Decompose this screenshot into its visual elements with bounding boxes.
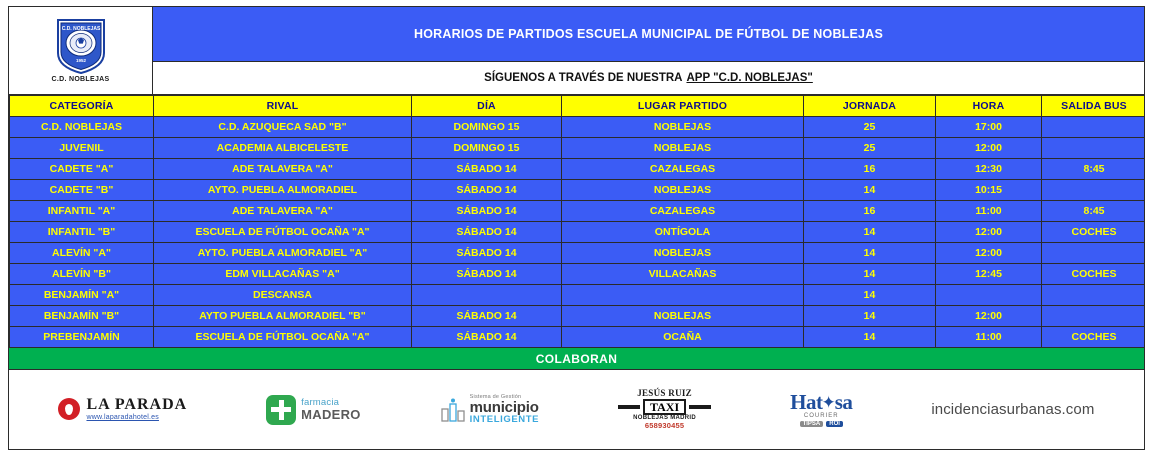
table-row xyxy=(10,264,1146,285)
cell-dia: SÁBADO 14 xyxy=(412,180,562,201)
club-logo-cell xyxy=(9,7,153,94)
club-logo-caption: C.D. NOBLEJAS xyxy=(51,76,110,83)
cell-categoria: C.D. NOBLEJAS xyxy=(10,117,154,138)
cell-hora: 17:00 xyxy=(936,117,1042,138)
cell-lugar: OCAÑA xyxy=(562,327,804,348)
cell-bus: 8:45 xyxy=(1042,159,1146,180)
cell-hora: 12:45 xyxy=(936,264,1042,285)
table-row xyxy=(10,117,1146,138)
cell-bus xyxy=(1042,180,1146,201)
cell-dia: SÁBADO 14 xyxy=(412,327,562,348)
sponsor-hatysa[interactable] xyxy=(790,392,852,427)
cell-categoria: INFANTIL "A" xyxy=(10,201,154,222)
taxi-bar-right-icon xyxy=(689,405,711,409)
table-row xyxy=(10,201,1146,222)
club-crest-icon xyxy=(54,17,108,75)
cell-categoria: ALEVÍN "B" xyxy=(10,264,154,285)
colaboran-banner: COLABORAN xyxy=(9,348,1144,370)
col-header-hora: HORA xyxy=(936,96,1042,117)
cell-bus: COCHES xyxy=(1042,327,1146,348)
cell-jornada: 14 xyxy=(804,285,936,306)
cell-hora: 11:00 xyxy=(936,201,1042,222)
municipio-pre-text: Sistema de Gestión xyxy=(469,393,522,400)
cell-jornada: 14 xyxy=(804,243,936,264)
farmacia-madero-top: farmacia xyxy=(301,397,340,409)
sponsor-municipio-inteligente[interactable] xyxy=(440,395,539,425)
municipio-main-text: municipio xyxy=(469,399,539,416)
cell-lugar: NOBLEJAS xyxy=(562,243,804,264)
cell-lugar: CAZALEGAS xyxy=(562,159,804,180)
cell-hora: 12:30 xyxy=(936,159,1042,180)
poster-frame xyxy=(8,6,1145,450)
cell-dia: SÁBADO 14 xyxy=(412,243,562,264)
cell-hora: 12:00 xyxy=(936,306,1042,327)
hatysa-star-icon: ✦ xyxy=(821,393,836,412)
cell-rival: ADE TALAVERA "A" xyxy=(154,159,412,180)
cell-dia: SÁBADO 14 xyxy=(412,159,562,180)
poster-title: HORARIOS DE PARTIDOS ESCUELA MUNICIPAL DE FÚTBOL DE NOBLEJAS xyxy=(153,7,1144,62)
header-band xyxy=(9,7,1144,95)
cell-categoria: BENJAMÍN "A" xyxy=(10,285,154,306)
sponsor-la-parada[interactable] xyxy=(58,397,187,421)
farmacia-madero-bottom: MADERO xyxy=(301,406,361,422)
la-parada-name: LA PARADA xyxy=(86,396,188,414)
col-header-lugar: LUGAR PARTIDO xyxy=(562,96,804,117)
table-row xyxy=(10,327,1146,348)
table-row xyxy=(10,138,1146,159)
cell-jornada: 14 xyxy=(804,180,936,201)
cell-dia: SÁBADO 14 xyxy=(412,306,562,327)
cell-lugar: NOBLEJAS xyxy=(562,138,804,159)
col-header-salida-bus: SALIDA BUS xyxy=(1042,96,1146,117)
table-row xyxy=(10,243,1146,264)
cell-bus: 8:45 xyxy=(1042,201,1146,222)
cell-jornada: 14 xyxy=(804,264,936,285)
table-row xyxy=(10,222,1146,243)
hatysa-tag-tipsa: TIPSA xyxy=(800,421,824,427)
cell-hora: 11:00 xyxy=(936,327,1042,348)
cell-jornada: 16 xyxy=(804,201,936,222)
svg-text:C.D. NOBLEJAS: C.D. NOBLEJAS xyxy=(61,26,100,32)
taxi-word: TAXI xyxy=(643,399,686,416)
cell-bus xyxy=(1042,243,1146,264)
taxi-owner-name: JESÚS RUIZ xyxy=(637,388,692,399)
cell-rival: ACADEMIA ALBICELESTE xyxy=(154,138,412,159)
cell-dia: SÁBADO 14 xyxy=(412,222,562,243)
la-parada-url[interactable]: www.laparadahotel.es xyxy=(86,414,159,422)
table-header-row xyxy=(10,96,1146,117)
cell-dia: DOMINGO 15 xyxy=(412,138,562,159)
incidencias-urbanas-text: incidenciasurbanas.com xyxy=(931,401,1095,418)
cell-hora: 10:15 xyxy=(936,180,1042,201)
cell-hora: 12:00 xyxy=(936,243,1042,264)
cell-jornada: 25 xyxy=(804,117,936,138)
header-right xyxy=(153,7,1144,94)
cell-dia: SÁBADO 14 xyxy=(412,264,562,285)
svg-text:1952: 1952 xyxy=(75,58,86,63)
sponsor-taxi-jesus-ruiz[interactable] xyxy=(618,389,711,429)
col-header-categoria: CATEGORÍA xyxy=(10,96,154,117)
cell-lugar: NOBLEJAS xyxy=(562,306,804,327)
cell-bus xyxy=(1042,306,1146,327)
taxi-phone: 658930455 xyxy=(644,420,685,430)
cell-jornada: 14 xyxy=(804,327,936,348)
la-parada-drop-icon xyxy=(58,398,80,420)
sponsors-row xyxy=(9,370,1144,449)
cell-categoria: ALEVÍN "A" xyxy=(10,243,154,264)
cell-rival: ADE TALAVERA "A" xyxy=(154,201,412,222)
cell-bus: COCHES xyxy=(1042,264,1146,285)
cell-rival: C.D. AZUQUECA SAD "B" xyxy=(154,117,412,138)
sponsor-incidencias-urbanas[interactable] xyxy=(931,401,1094,418)
cell-jornada: 16 xyxy=(804,159,936,180)
col-header-jornada: JORNADA xyxy=(804,96,936,117)
follow-us-text: SÍGUENOS A TRAVÉS DE NUESTRA xyxy=(484,72,683,84)
schedule-table xyxy=(9,95,1145,348)
table-row xyxy=(10,159,1146,180)
cell-lugar: CAZALEGAS xyxy=(562,201,804,222)
sponsor-farmacia-madero[interactable] xyxy=(266,395,361,425)
cell-hora xyxy=(936,285,1042,306)
pharmacy-cross-icon xyxy=(266,395,296,425)
cell-lugar: NOBLEJAS xyxy=(562,180,804,201)
cell-rival: ESCUELA DE FÚTBOL OCAÑA "A" xyxy=(154,327,412,348)
app-link[interactable]: APP "C.D. NOBLEJAS" xyxy=(686,72,813,84)
col-header-rival: RIVAL xyxy=(154,96,412,117)
cell-jornada: 14 xyxy=(804,222,936,243)
table-row xyxy=(10,306,1146,327)
cell-bus xyxy=(1042,285,1146,306)
cell-bus xyxy=(1042,117,1146,138)
follow-us-bar xyxy=(153,62,1144,94)
taxi-location: NOBLEJAS MADRID xyxy=(633,415,697,422)
cell-rival: EDM VILLACAÑAS "A" xyxy=(154,264,412,285)
cell-categoria: INFANTIL "B" xyxy=(10,222,154,243)
cell-rival: DESCANSA xyxy=(154,285,412,306)
cell-categoria: PREBENJAMÍN xyxy=(10,327,154,348)
cell-lugar: VILLACAÑAS xyxy=(562,264,804,285)
cell-jornada: 25 xyxy=(804,138,936,159)
cell-rival: AYTO. PUEBLA ALMORADIEL xyxy=(154,180,412,201)
city-buildings-icon xyxy=(440,397,466,423)
table-row xyxy=(10,180,1146,201)
hatysa-tag-roi: ROI xyxy=(826,421,843,427)
cell-categoria: JUVENIL xyxy=(10,138,154,159)
col-header-dia: DÍA xyxy=(412,96,562,117)
cell-lugar xyxy=(562,285,804,306)
taxi-bar-left-icon xyxy=(618,405,640,409)
cell-rival: ESCUELA DE FÚTBOL OCAÑA "A" xyxy=(154,222,412,243)
cell-categoria: BENJAMÍN "B" xyxy=(10,306,154,327)
cell-bus: COCHES xyxy=(1042,222,1146,243)
cell-categoria: CADETE "A" xyxy=(10,159,154,180)
cell-dia xyxy=(412,285,562,306)
cell-dia: SÁBADO 14 xyxy=(412,201,562,222)
municipio-sub-text: INTELIGENTE xyxy=(469,414,540,425)
hatysa-subtitle: COURIER xyxy=(803,413,839,419)
cell-jornada: 14 xyxy=(804,306,936,327)
cell-lugar: NOBLEJAS xyxy=(562,117,804,138)
cell-dia: DOMINGO 15 xyxy=(412,117,562,138)
cell-rival: AYTO. PUEBLA ALMORADIEL "A" xyxy=(154,243,412,264)
hatysa-word-left: Hat xyxy=(790,390,823,414)
cell-hora: 12:00 xyxy=(936,138,1042,159)
cell-rival: AYTO PUEBLA ALMORADIEL "B" xyxy=(154,306,412,327)
cell-lugar: ONTÍGOLA xyxy=(562,222,804,243)
hatysa-word-right: sa xyxy=(834,390,853,414)
cell-categoria: CADETE "B" xyxy=(10,180,154,201)
table-row xyxy=(10,285,1146,306)
cell-bus xyxy=(1042,138,1146,159)
cell-hora: 12:00 xyxy=(936,222,1042,243)
